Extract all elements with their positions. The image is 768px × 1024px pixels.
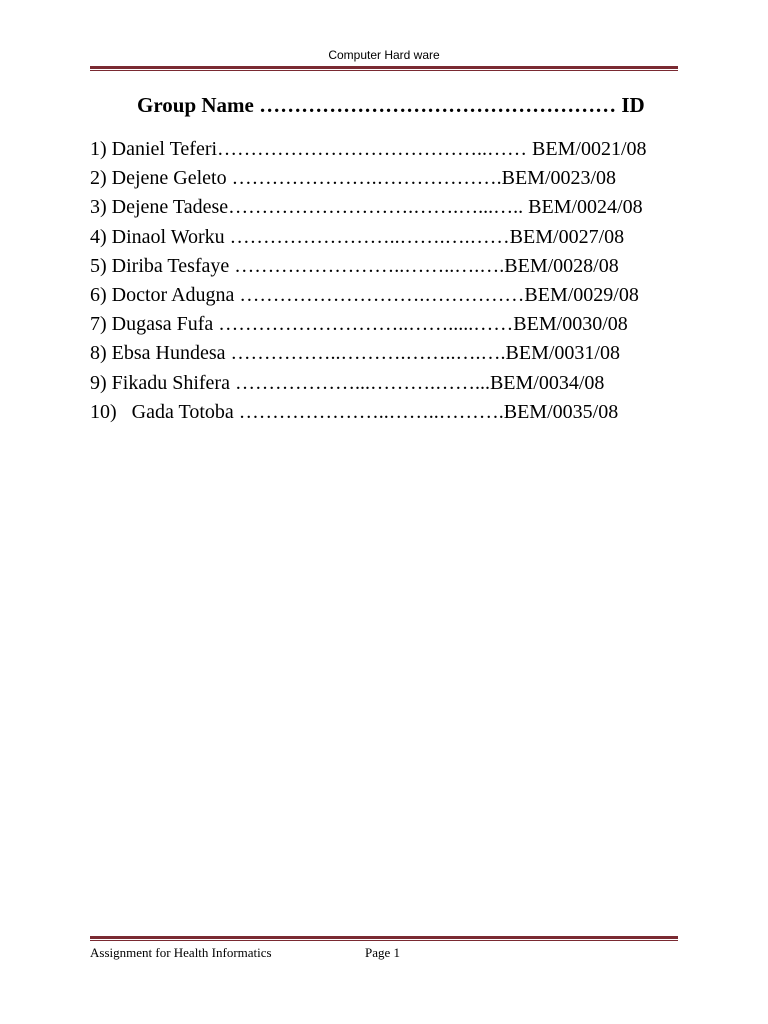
member-text: 9) Fikadu Shifera ………………...……….……...BEM/0034/08 <box>90 371 605 394</box>
member-text: 7) Dugasa Fufa ………………………..…….....……BEM/0030/08 <box>90 313 628 336</box>
member-row <box>90 137 690 166</box>
member-row <box>90 400 690 429</box>
member-text: 8) Ebsa Hundesa ……………..……….……..….….BEM/0031/08 <box>90 342 620 365</box>
id-label: ID <box>621 93 645 117</box>
group-heading-dots: …………………………………………… <box>259 93 617 117</box>
member-list <box>90 137 690 429</box>
member-row <box>90 283 690 312</box>
member-row <box>90 371 690 400</box>
member-text: 10) Gada Totoba …………………..……..……….BEM/0035/08 <box>90 400 619 423</box>
member-text: 2) Dejene Geleto ………………….……………….BEM/0023/08 <box>90 167 617 190</box>
group-name-label: Group Name <box>137 93 254 117</box>
member-row <box>90 312 690 341</box>
header-title: Computer Hard ware <box>328 48 440 62</box>
footer-course-title: Assignment for Health Informatics <box>90 945 272 960</box>
header-divider <box>90 66 678 71</box>
member-row <box>90 225 690 254</box>
member-text: 6) Doctor Adugna ……………………….……………BEM/0029/08 <box>90 283 639 306</box>
member-text: 1) Daniel Teferi…………………………………..…… BEM/0021/08 <box>90 138 647 160</box>
member-text: 4) Dinaol Worku ……………………..…….….……BEM/0027/08 <box>90 225 625 248</box>
group-heading <box>137 93 645 118</box>
footer-page-number: Page 1 <box>365 945 401 960</box>
member-text: 5) Diriba Tesfaye ……………………..……..….….BEM/0028/08 <box>90 254 619 277</box>
member-row <box>90 166 690 195</box>
member-row <box>90 254 690 283</box>
member-row <box>90 341 690 370</box>
member-row <box>90 195 690 224</box>
footer-divider <box>90 936 678 941</box>
member-text: 3) Dejene Tadese……………………….…….…...….. BEM/0024/08 <box>90 196 643 219</box>
